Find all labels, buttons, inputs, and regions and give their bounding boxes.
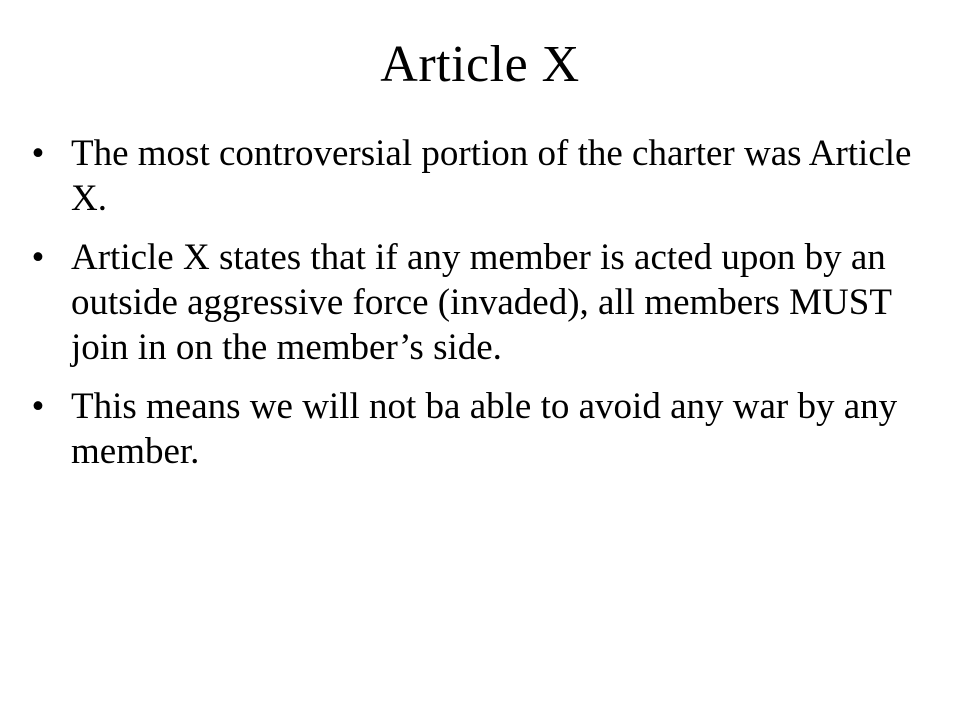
bullet-marker-icon: • — [31, 386, 45, 427]
bullet-item — [31, 235, 934, 370]
bullet-marker-icon: • — [31, 133, 45, 174]
slide-title: Article X — [380, 36, 580, 93]
bullet-marker-icon: • — [31, 237, 45, 278]
bullet-list — [31, 131, 934, 488]
bullet-text: Article X states that if any member is acted upon by an outside aggressive force (invaded), all members MUST join in on the member’s side. — [71, 237, 892, 368]
bullet-text: This means we will not ba able to avoid any war by any member. — [71, 386, 898, 472]
bullet-item — [31, 131, 934, 221]
bullet-text: The most controversial portion of the charter was Article X. — [71, 133, 912, 219]
bullet-item — [31, 384, 934, 474]
